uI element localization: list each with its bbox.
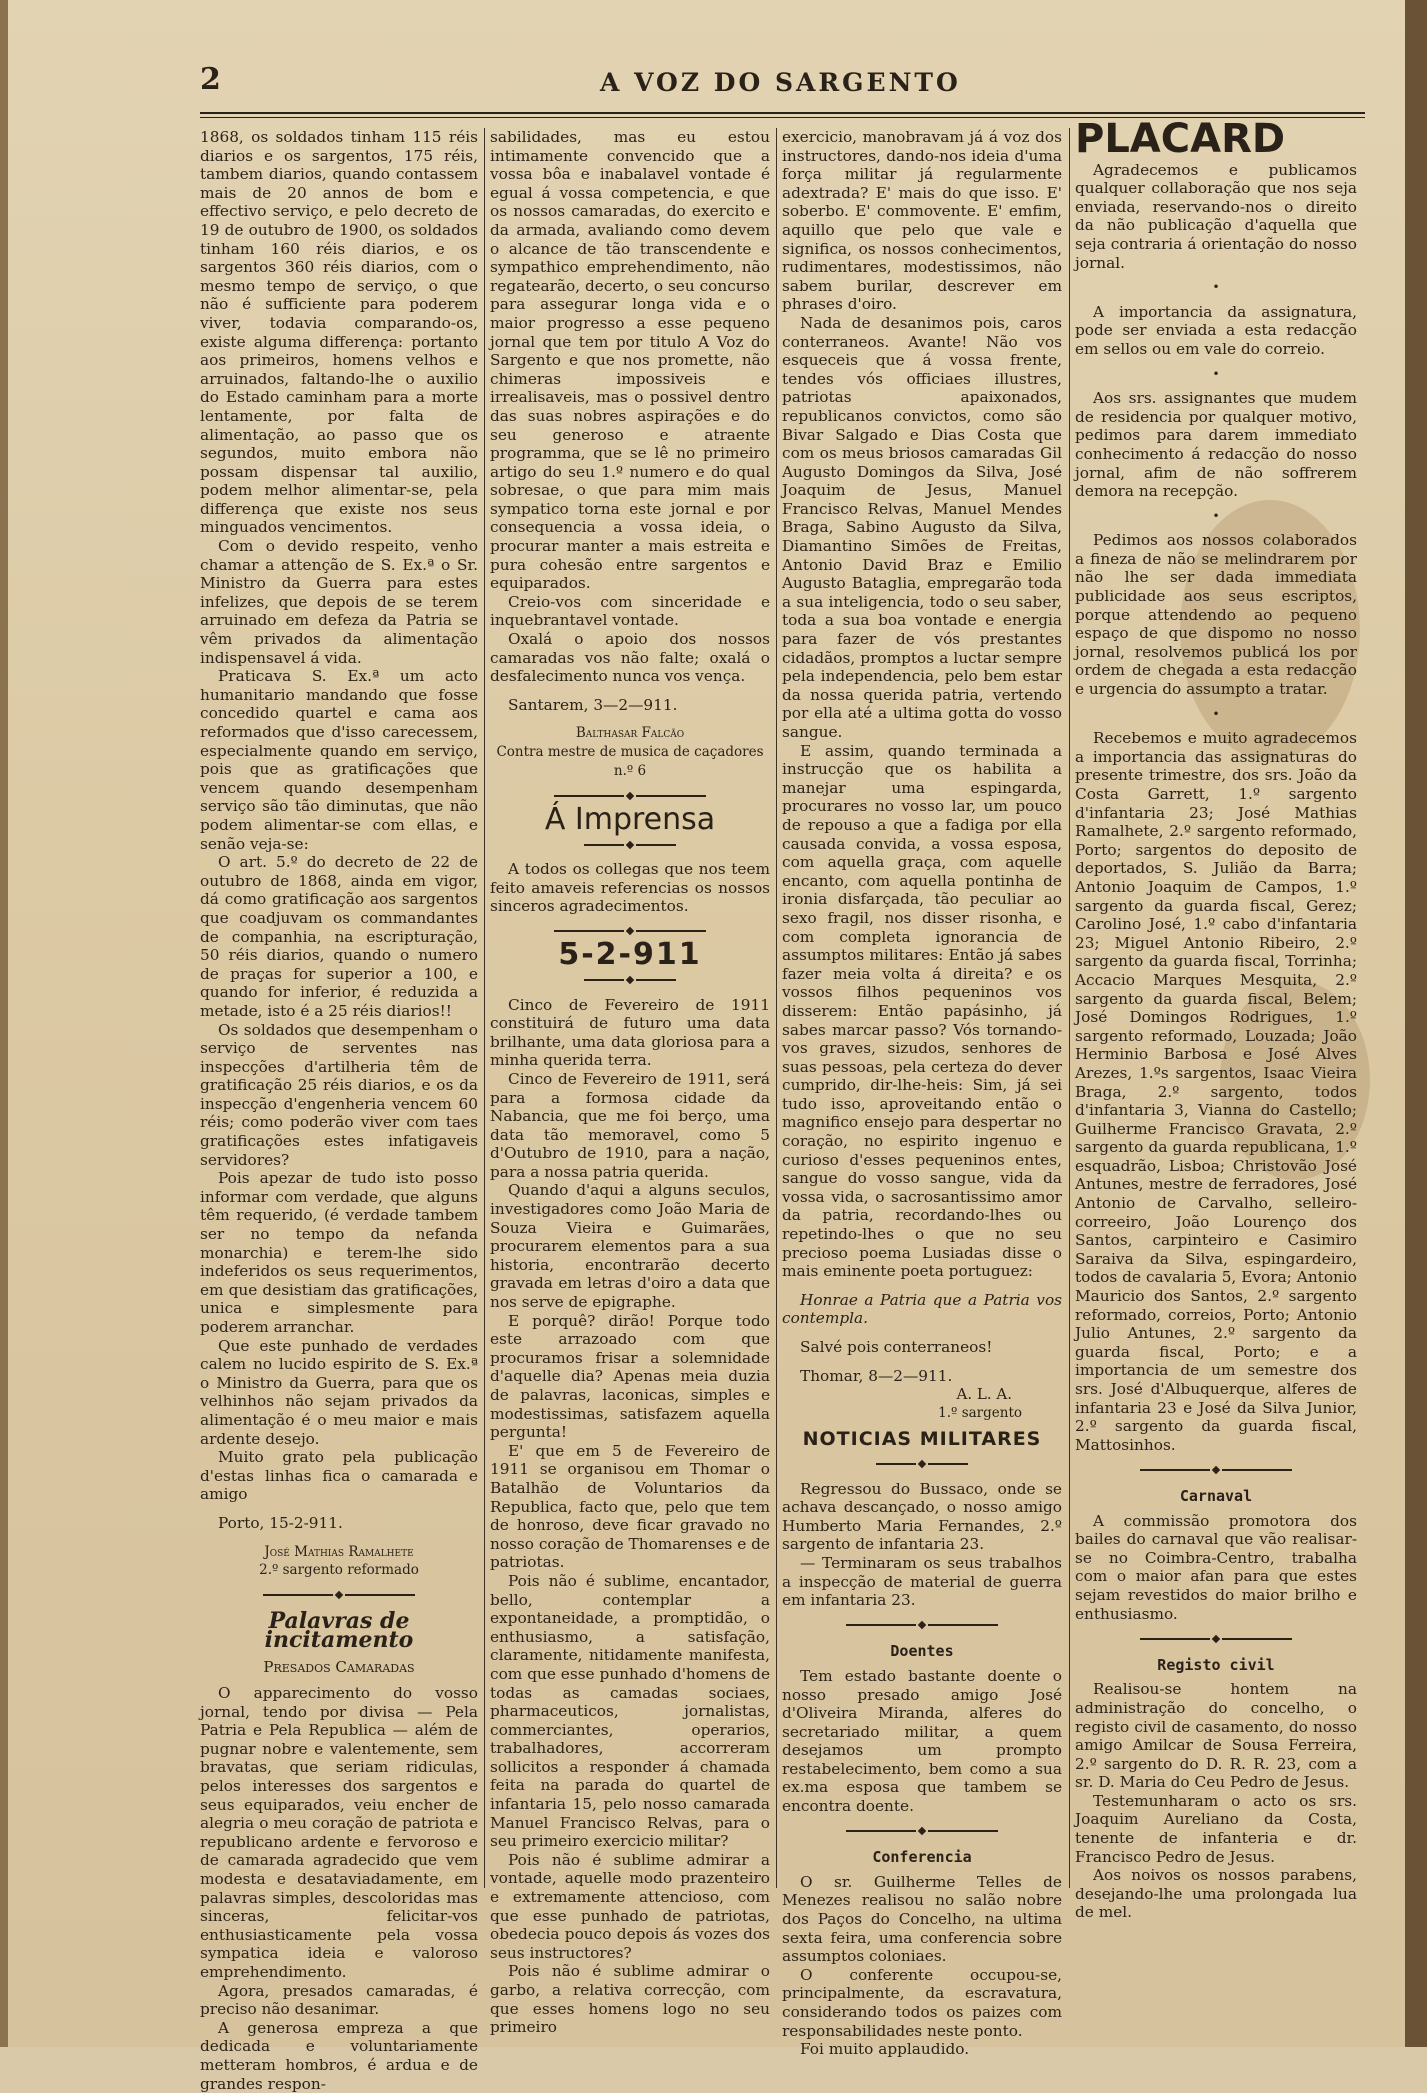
place-date: Santarem, 3—2—911. [508,695,678,714]
paragraph: Recebemos e muito agradecemos a importancia das assignaturas do presente trimestre, dos srs. João da Costa Garrett, 1.º sargento d'infantaria 23; José Mathias Ramalhete, 2.º sargento reformado, Porto; sargentos do deposito de deportados, S. Julião da Barra; Antonio Joaquim de Campos, 1.º sargento da guarda fiscal, Gerez; Carolino José, 1.º cabo d'infantaria 23; Miguel Antonio Ribeiro, 2.º sargento da guarda fiscal, Torrinha; Accacio Marques Mesquita, 2.º sargento da guarda fiscal, Belem; José Domingos Rodrigues, 1.º sargento reformado, Louzada; João Herminio Barbosa e José Alves Arezes, 1.ºs sargentos, Isaac Vieira Braga, 2.º sargento, todos d'infantaria 3, Vianna do Castello; Guilherme Francisco Gravata, 2.º sargento da guarda republicana, 1.º esquadrão, Lisboa; Christovão José Antunes, mestre de ferradores, José Antonio de Carvalho, selleiro-correeiro, João Lourenço dos Santos, carpinteiro e Casimiro Saraiva da Silva, espingardeiro, todos de cavalaria 5, Evora; Antonio Mauricio dos Santos, 2.º sargento reformado, correios, Porto; Antonio Julio Antunes, 2.º sargento da guarda fiscal, Porto; e a importancia de um semestre dos srs. José d'Albuquerque, alferes de infantaria 23 e José da Silva Junior, 2.º sargento da guarda fiscal, Mattosinhos. [1075,729,1357,1454]
paragraph: Foi muito applaudido. [800,2040,970,2059]
section-title: Registo civil [1157,1655,1275,1674]
ornament-divider [490,835,770,854]
paragraph: Pois não é sublime admirar a vontade, aquelle modo prazenteiro e extremamente attencioso, com que esse punhado de patriotas, obedecia pouco depois ás vozes dos seus instructores? [490,1850,770,1962]
paragraph: A importancia da assignatura, pode ser enviada a esta redacção em sellos ou em vale do correio. [1075,302,1357,358]
ornament-divider [1075,1460,1357,1479]
section-title: Conferencia [872,1848,972,1867]
paragraph: Praticava S. Ex.ª um acto humanitario mandando que fosse concedido quartel e cama aos reformados que d'isso carecessem, especialmente quando em serviço, pois que as gratificações que vencem quando desempenham serviço são tão diminutas, que não podem alimentar-se com ellas, e senão veja-se: [200,667,478,853]
paragraph: A commissão promotora dos bailes do carnaval que vão realisar-se no Coimbra-Centro, trabalha com o maior afan para que estes sejam revestidos do maior brilho e enthusiasmo. [1075,1511,1357,1623]
ornament-divider [782,1455,1062,1474]
paragraph: Pedimos aos nossos colaborados a fineza de não se melindrarem por não lhe ser dada immediata publicidade aos seus escriptos, porque attendendo ao pequeno espaço de que dispomo no nosso jornal, resolvemos publicá los por ordem de chegada a esta redacção e urgencia do assumpto a tratar. [1075,531,1357,699]
paragraph: — Terminaram os seus trabalhos a inspecção de material de guerra em infantaria 23. [782,1553,1062,1610]
paragraph: O art. 5.º do decreto de 22 de outubro de 1868, ainda em vigor, dá como gratificação aos sargentos que coadjuvam os commandantes de companhia, na escripturação, 50 réis diarios, quando o numero de praças for superior a 100, e quando for inferior, é reduzida a metade, isto é a 25 réis diarios!! [200,853,478,1020]
section-title: Carnaval [1179,1486,1253,1505]
paragraph: Os soldados que desempenham o serviço de serventes nas inspecções d'artilheria têm de gratificação 25 réis diarios, e os da inspecção d'engenheria vencem 60 réis; como poderão viver com taes gratificações estes infatigaveis servidores? [200,1020,478,1169]
column-4 [1075,116,1357,1922]
bullet-separator: • [1212,280,1220,295]
bullet-separator: • [1212,366,1220,381]
section-title: Doentes [890,1642,954,1661]
column-divider [484,128,485,1888]
paragraph: Cinco de Fevereiro de 1911 constituirá de futuro uma data brilhante, uma data gloriosa para a minha querida terra. [490,995,770,1070]
paragraph: Pois não é sublime admirar o garbo, a relativa correcção, com que esses homens logo no seu primeiro [490,1962,770,2037]
paragraph: O sr. Guilherme Telles de Menezes realisou no salão nobre dos Paços do Concelho, na ultima sexta feira, uma conferencia sobre assumptos coloniaes. [782,1872,1062,1966]
bullet-separator: • [1212,508,1220,523]
header-rule [200,112,1365,114]
signature: A. L. A. [956,1385,1012,1404]
paragraph: O apparecimento do vosso jornal, tendo por divisa — Pela Patria e Pela Republica — além de pugnar nobre e valentemente, sem bravatas, que seriam ridiculas, pelos interesses dos sargentos e seus equiparados, veiu encher de alegria o meu coração de patriota e republicano ardente e fervoroso e de camarada agradecido que vem modesta e desataviadamente, em palavras simples, descoloridas mas sinceras, felicitar-vos enthusiasticamente pela vossa sympatica ideia e valoroso emprehendimento. [200,1684,478,1981]
paragraph: Regressou do Bussaco, onde se achava descançado, o nosso amigo Humberto Maria Fernandes, 2.º sargento de infantaria 23. [782,1479,1062,1554]
section-title: PLACARD [1075,116,1286,162]
paragraph: E porquê? dirão! Porque todo este arrazoado com que procuramos frisar a solemnidade d'aquelle dia? Apenas meia duzia de palavras, laconicas, simples e modestissimas, satisfazem aquella pergunta! [490,1311,770,1442]
paragraph: Muito grato pela publicação d'estas linhas fica o camarada e amigo [200,1448,478,1504]
paragraph: Salvé pois conterraneos! [800,1338,993,1356]
ornament-divider [782,1616,1062,1635]
masthead-title: A VOZ DO SARGENTO [600,68,961,97]
paragraph: A generosa empreza a que dedicada e voluntariamente metteram hombros, é ardua e de grandes respon- [200,2018,478,2093]
page-number: 2 [200,62,221,97]
column-1 [200,128,478,2093]
signature: Balthasar Falcão [575,725,685,742]
signature-rank: Contra mestre de musica de caçadores n.º 6 [496,744,764,779]
column-divider [1069,128,1070,1888]
paragraph: O conferente occupou-se, principalmente, da escravatura, considerando todos os paizes com responsabilidades neste ponto. [782,1965,1062,2040]
paragraph: Cinco de Fevereiro de 1911, será para a formosa cidade da Nabancia, que me foi berço, uma data tão memoravel, como 5 d'Outubro de 1910, para a nação, para a nossa patria querida. [490,1069,770,1181]
paragraph: Que este punhado de verdades calem no lucido espirito de S. Ex.ª o Ministro da Guerra, para que os velhinhos não sejam privados da alimentação é o meu maior e mais ardente desejo. [200,1336,478,1448]
paragraph: Agora, presados camaradas, é preciso não desanimar. [200,1981,478,2019]
column-3 [782,128,1062,2059]
paragraph: Agradecemos e publicamos qualquer collaboração que nos seja enviada, reservando-nos o direito da não publicação d'aquella que seja contraria á orientação do nosso jornal. [1075,160,1357,272]
bullet-separator: • [1212,706,1220,721]
signature-rank: 1.º sargento [938,1404,1022,1421]
page-right-edge [1405,0,1427,2047]
column-divider [776,128,777,1888]
salutation: Presados Camaradas [263,1657,415,1676]
paragraph: Tem estado bastante doente o nosso presado amigo José d'Oliveira Miranda, alferes do secretariado militar, a quem desejamos um prompto restabelecimento, bem como a sua ex.ma esposa que tambem se encontra doente. [782,1666,1062,1816]
paragraph: exercicio, manobravam já á voz dos instructores, dando-nos ideia d'uma força militar já regularmente adextrada? E' mais do que isso. E' soberbo. E' commovente. E' emfim, aquillo que pelo que vale e significa, os nossos conhecimentos, rudimentares, modestissimos, não sabem burilar, descrever em phrases d'oiro. [782,128,1062,314]
ornament-divider [490,971,770,990]
column-2 [490,128,770,2037]
paragraph: Oxalá o apoio dos nossos camaradas vos não falte; oxalá o desfalecimento nunca vos vença. [490,630,770,686]
paragraph: Aos srs. assignantes que mudem de residencia por qualquer motivo, pedimos para darem immediato conhecimento á redacção do nosso jornal, afim de não soffrerem demora na recepção. [1075,389,1357,501]
paragraph: E' que em 5 de Fevereiro de 1911 se organisou em Thomar o Batalhão de Voluntarios da Republica, facto que, pelo que tem de honroso, deve ficar gravado no nosso coração de Thomarenses e de patriotas. [490,1441,770,1572]
paragraph: Quando d'aqui a alguns seculos, investigadores como João Maria de Souza Vieira e Guimarães, procurarem elementos para a sua historia, encontrarão decerto gravada em letras d'oiro a data que nos serve de epigraphe. [490,1181,770,1312]
signature: José Mathias Ramalhete [264,1543,414,1560]
paragraph: Nada de desanimos pois, caros conterraneos. Avante! Não vos esqueceis que á vossa frente, tendes vós officiaes illustres, patriotas apaixonados, republicanos convictos, como são Bivar Salgado e Dias Costa que com os meus briosos camaradas Gil Augusto Domingos da Silva, José Joaquim de Jesus, Manuel Francisco Relvas, Manuel Mendes Braga, Sabino Augusto da Silva, Diamantino Simões de Freitas, Antonio David Braz e Emilio Augusto Bataglia, empregarão toda a sua inteligencia, todo o seu saber, toda a sua boa vontade e energia para fazer de vós prestantes cidadãos, promptos a luctar sempre pela independencia, pelo bem estar da nossa querida patria, vertendo por ella até a ultima gotta do vosso sangue. [782,313,1062,741]
section-title: 5-2-911 [558,937,702,973]
section-title: NOTICIAS MILITARES [802,1428,1042,1451]
place-date: Porto, 15-2-911. [218,1513,343,1532]
place-date: Thomar, 8—2—911. [800,1366,953,1385]
paragraph: Realisou-se hontem na administração do concelho, o registo civil de casamento, do nosso amigo Amilcar de Sousa Ferreira, 2.º sargento do D. R. R. 23, com a sr. D. Maria do Ceu Pedro de Jesus. [1075,1680,1357,1792]
paragraph: Creio-vos com sinceridade e inquebrantavel vontade. [490,592,770,630]
section-title: Palavras de incitamento [264,1608,414,1653]
section-title: Á Imprensa [544,801,716,837]
paragraph: Testemunharam o acto os srs. Joaquim Aureliano da Costa, tenente de infanteria e dr. Francisco Pedro de Jesus. [1075,1791,1357,1866]
ornament-divider [782,1822,1062,1841]
quote: Honrae a Patria que a Patria vos contempla. [782,1290,1062,1328]
paragraph: Aos noivos os nossos parabens, desejando-lhe uma prolongada lua de mel. [1075,1866,1357,1922]
ornament-divider [1075,1629,1357,1648]
signature-rank: 2.º sargento reformado [259,1562,419,1579]
paragraph: Pois não é sublime, encantador, bello, contemplar a expontaneidade, a promptidão, o enthusiasmo, a satisfação, claramente, nitidamente manifesta, com que esse punhado d'homens de todas as camadas sociaes, pharmaceuticos, jornalistas, commerciantes, operarios, trabalhadores, accorreram sollicitos a responder á chamada feita na parada do quartel de infantaria 15, pelo nosso camarada Manuel Francisco Relvas, para o seu primeiro exercicio militar? [490,1571,770,1851]
paragraph: sabilidades, mas eu estou intimamente convencido que a vossa bôa e inabalavel vontade é egual á vossa competencia, e que os nossos camaradas, do exercito e da armada, avaliando como devem o alcance de tão transcendente e sympathico emprehendimento, não regatearão, decerto, o seu concurso para assegurar longa vida e o maior progresso a esse pequeno jornal que tem por titulo A Voz do Sargento e que nos promette, não chimeras impossiveis e irrealisaveis, mas o possivel dentro das suas nobres aspirações e do seu generoso e atraente programma, que se lê no primeiro artigo do seu 1.º numero e do qual sobresae, o que para mim mais sympatico torna este jornal e por consequencia a vossa ideia, o procurar manter a mais estreita e pura cohesão entre sargentos e equiparados. [490,128,770,593]
paragraph: E assim, quando terminada a instrucção que os habilita a manejar uma espingarda, procurares no vosso lar, um pouco de repouso a que a fadiga por ella causada convida, a vossa esposa, com aquella graça, com aquelle encanto, com aquella pontinha de ironia disfarçada, tão peculiar ao sexo fragil, nos disser risonha, e com completa ignorancia de assumptos militares: Então já sabes fazer meia volta á direita? e os vossos filhos pequeninos vos disserem: Então papásinho, já sabes marcar passo? Vós tornando-vos graves, sizudos, senhores de suas pessoas, pela certeza do dever cumprido, dir-lhe-heis: Sim, já sei tudo isso, aproveitando então o magnifico ensejo para despertar no coração, no espirito ingenuo e curioso d'esses pequeninos entes, sangue do vosso sangue, vida da vossa vida, o sacrosantissimo amor da patria, recordando-lhes ou repetindo-lhes o que no seu precioso poema Lusiadas disse o mais eminente poeta portuguez: [782,741,1062,1281]
paragraph: Com o devido respeito, venho chamar a attenção de S. Ex.ª o Sr. Ministro da Guerra para estes infelizes, que depois de se terem arruinado em defeza da Patria se vêm privados da alimentação indispensavel á vida. [200,537,478,667]
paragraph: 1868, os soldados tinham 115 réis diarios e os sargentos, 175 réis, tambem diarios, quando contassem mais de 20 annos de bom e effectivo serviço, e pelo decreto de 19 de outubro de 1900, os soldados tinham 160 réis diarios, e os sargentos 360 réis diarios, com o mesmo tempo de serviço, o que não é sufficiente para poderem viver, todavia comparando-os, existe alguma differença: portanto aos primeiros, homens velhos e arruinados, faltando-lhe o auxilio do Estado caminham para a morte lentamente, por falta de alimentação, ao passo que os segundos, muito embora não possam dispensar tal auxilio, podem melhor alimentar-se, pela differença que existe nos seus minguados vencimentos. [200,128,478,537]
ornament-divider [200,1586,478,1605]
paragraph: A todos os collegas que nos teem feito amaveis referencias os nossos sinceros agradecimentos. [490,859,770,916]
page-left-edge [0,0,8,2047]
paragraph: Pois apezar de tudo isto posso informar com verdade, que alguns têm requerido, (é verdade tambem ser no tempo da nefanda monarchia) e terem-lhe sido indeferidos os seus requerimentos, em que desistiam das gratificações, unica e simplesmente para poderem arranchar. [200,1169,478,1336]
